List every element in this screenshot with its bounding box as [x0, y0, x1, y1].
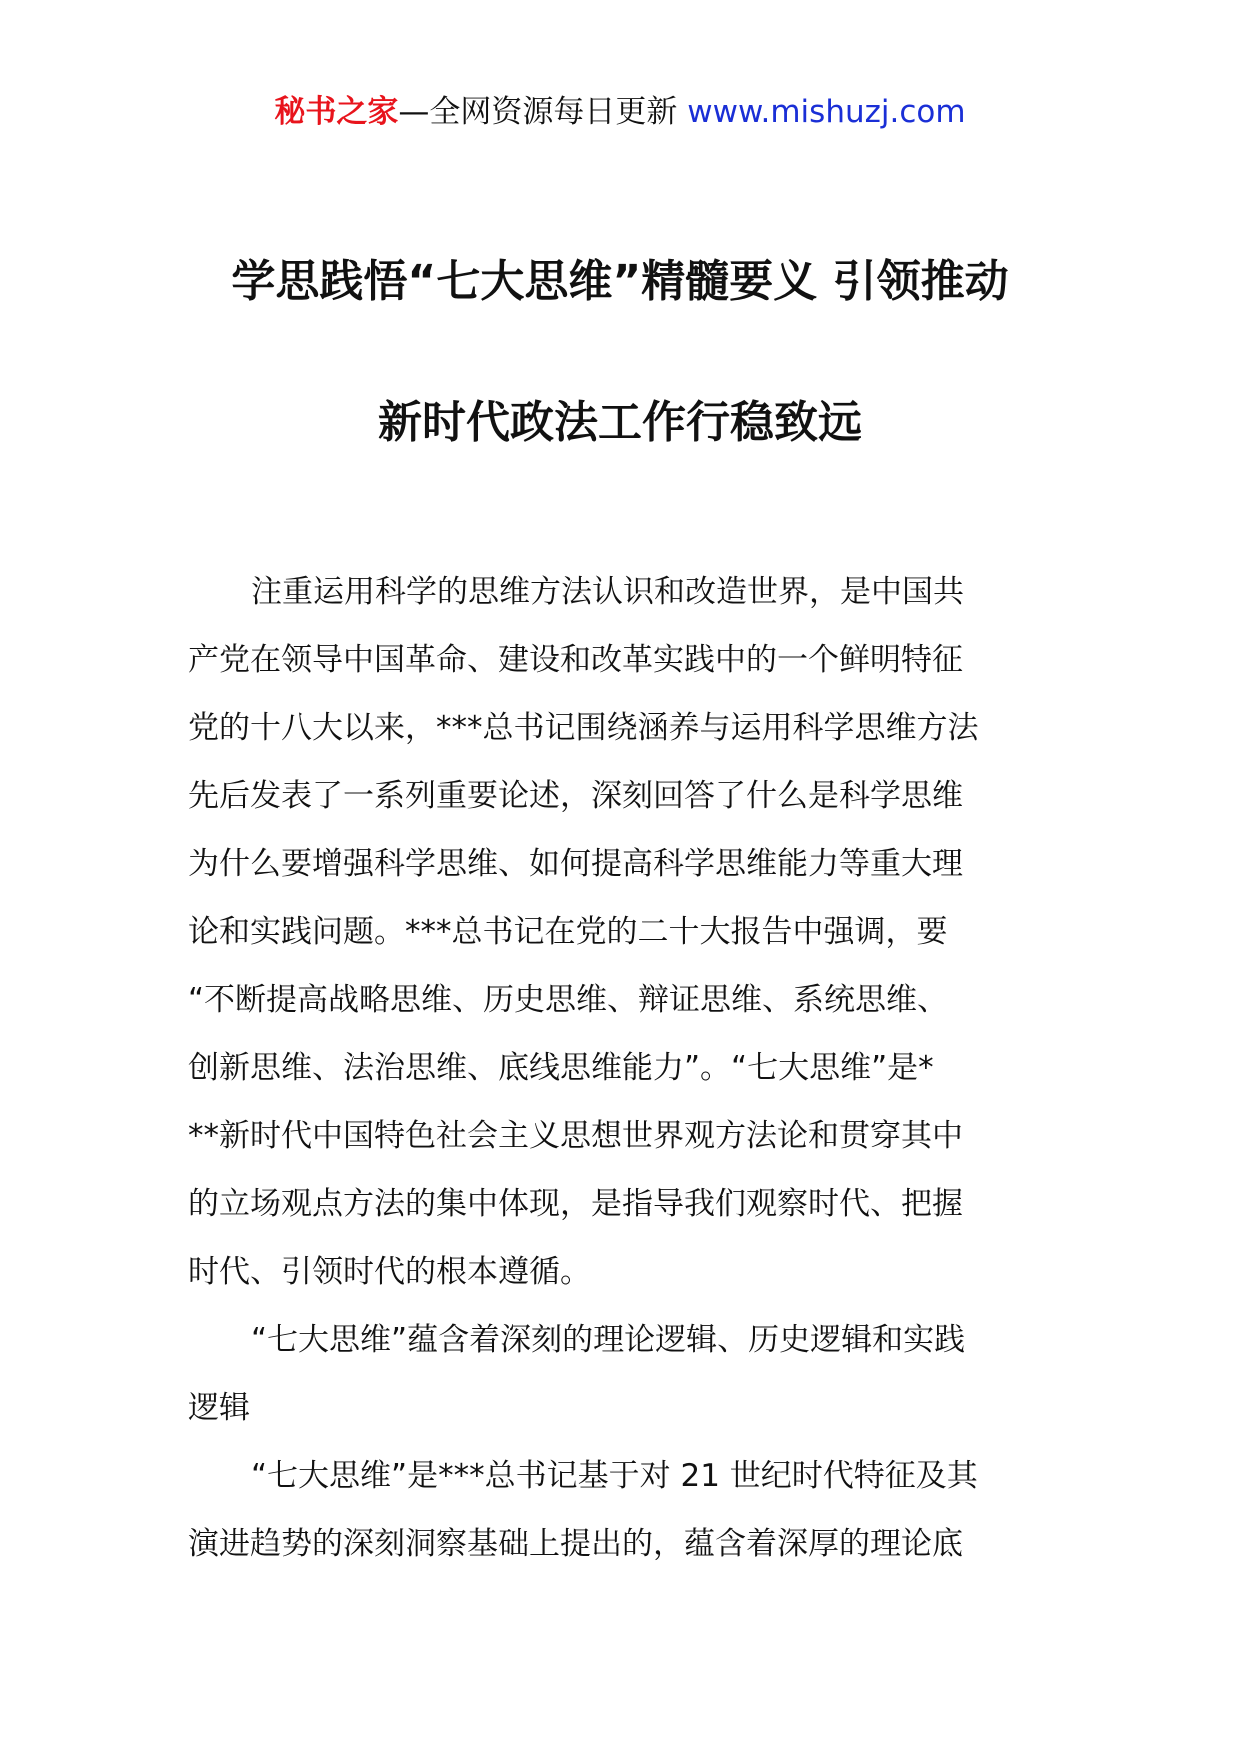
paragraph-line: 为什么要增强科学思维、如何提高科学思维能力等重大理	[188, 846, 963, 882]
paragraph-line: 党的十八大以来，***总书记围绕涵养与运用科学思维方法	[188, 710, 979, 746]
site-header	[0, 88, 1240, 136]
document-body	[188, 558, 1052, 1578]
paragraph-line: 创新思维、法治思维、底线思维能力”。“七大思维”是*	[188, 1050, 934, 1086]
document-title-line-1: 学思践悟“七大思维”精髓要义 引领推动	[231, 256, 1009, 307]
paragraph-line: “不断提高战略思维、历史思维、辩证思维、系统思维、	[188, 982, 949, 1018]
paragraph-line: 产党在领导中国革命、建设和改革实践中的一个鲜明特征	[188, 642, 963, 678]
paragraph-line: 演进趋势的深刻洞察基础上提出的，蕴含着深厚的理论底	[188, 1526, 963, 1562]
document-title-line-2: 新时代政法工作行稳致远	[378, 397, 862, 448]
site-brand: 秘书之家	[274, 94, 399, 130]
site-url-link[interactable]: www.mishuzj.com	[687, 94, 966, 130]
paragraph-1	[188, 558, 1052, 1306]
paragraph-line: 时代、引领时代的根本遵循。	[188, 1254, 591, 1290]
paragraph-2	[188, 1306, 1052, 1442]
paragraph-line: 注重运用科学的思维方法认识和改造世界，是中国共	[251, 574, 964, 610]
paragraph-line: 论和实践问题。***总书记在党的二十大报告中强调，要	[188, 914, 948, 950]
paragraph-line: “七大思维”蕴含着深刻的理论逻辑、历史逻辑和实践	[251, 1322, 966, 1358]
site-tagline: —全网资源每日更新	[398, 94, 688, 130]
paragraph-line: “七大思维”是***总书记基于对 21 世纪时代特征及其	[251, 1458, 978, 1494]
paragraph-line: 先后发表了一系列重要论述，深刻回答了什么是科学思维	[188, 778, 963, 814]
paragraph-3	[188, 1442, 1052, 1578]
paragraph-line: 的立场观点方法的集中体现，是指导我们观察时代、把握	[188, 1186, 963, 1222]
paragraph-line: 逻辑	[188, 1390, 250, 1426]
paragraph-line: **新时代中国特色社会主义思想世界观方法论和贯穿其中	[188, 1118, 963, 1154]
